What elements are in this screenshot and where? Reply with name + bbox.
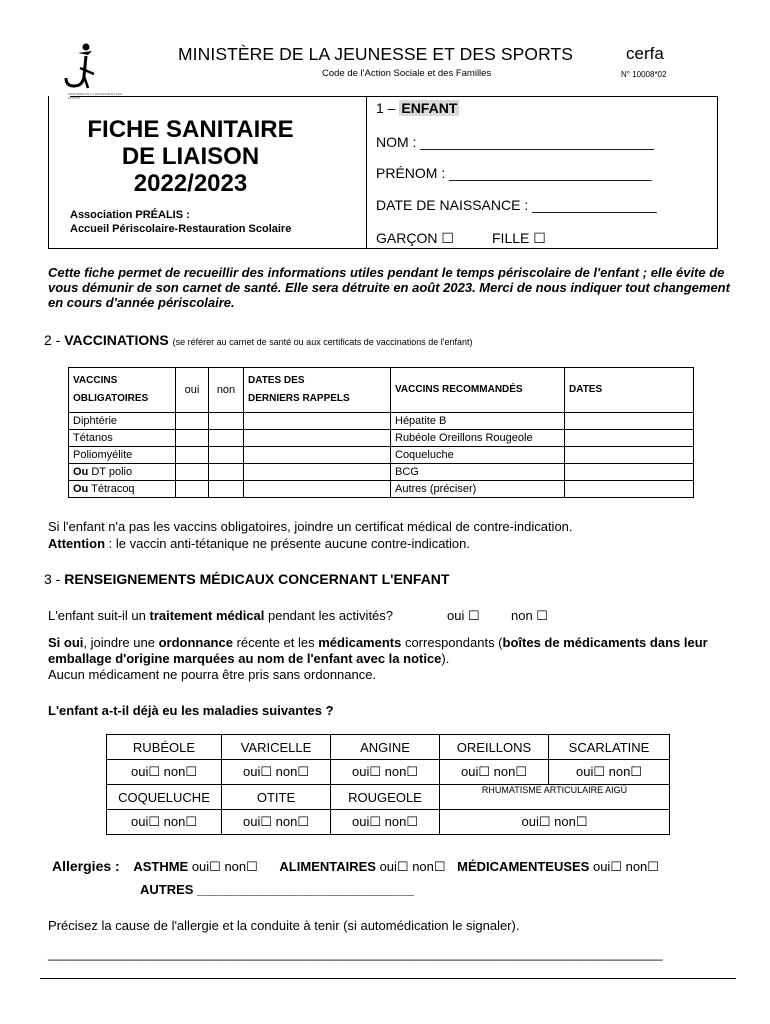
obligatoire-cell: Diphtérie (69, 413, 176, 430)
date-cell[interactable] (244, 481, 391, 498)
recommande-cell: Hépatite B (391, 413, 565, 430)
non-cell[interactable] (209, 481, 244, 498)
recommande-cell: Rubéole Oreillons Rougeole (391, 430, 565, 447)
header-dates-rappels: DATES DES DERNIERS RAPPELS (244, 368, 391, 413)
logo-caption: MINISTERE DE LA JEUNESSE ET DES SPORTS (68, 92, 122, 100)
alimentaires-label: ALIMENTAIRES (279, 859, 376, 874)
maladies-title: L'enfant a-t-il déjà eu les maladies suivantes ? (48, 703, 334, 718)
traitement-oui-checkbox[interactable]: oui ☐ (447, 608, 480, 623)
medicamenteuses-ouinon[interactable]: oui☐ non☐ (589, 859, 659, 874)
traitement-non-checkbox[interactable]: non ☐ (511, 608, 548, 623)
association (70, 208, 291, 236)
medical-section-title (44, 571, 449, 587)
ordonnance-paragraph: Si oui, joindre une ordonnance récente et les médicaments correspondants (boîtes de médicaments dans leur emballage d'origine marquées au nom de l'enfant avec la notice). (48, 635, 708, 666)
ministry-title: MINISTÈRE DE LA JEUNESSE ET DES SPORTS (178, 44, 574, 64)
naissance-field[interactable]: DATE DE NAISSANCE : ________________ (376, 197, 657, 213)
fiche-title-year: 2022/2023 (133, 170, 248, 197)
date-cell[interactable] (244, 464, 391, 481)
table-row (107, 785, 670, 810)
maladie-rougeole: ROUGEOLE (331, 785, 440, 810)
maladie-angine: ANGINE (331, 735, 440, 760)
vaccinations-section-title (44, 332, 473, 348)
obligatoire-cell: Ou DT polio (69, 464, 176, 481)
oui-cell[interactable] (176, 447, 209, 464)
oreillons-ouinon[interactable]: oui☐ non☐ (440, 760, 549, 785)
medicamenteuses-label: MÉDICAMENTEUSES (457, 859, 590, 874)
vacc-note: (se référer au carnet de santé ou aux certificats de vaccinations de l'enfant) (172, 337, 473, 347)
oui-cell[interactable] (176, 430, 209, 447)
maladie-rubeole: RUBÉOLE (107, 735, 222, 760)
vaccinations-table (68, 367, 694, 498)
table-row (69, 464, 694, 481)
date-cell[interactable] (244, 447, 391, 464)
asthme-ouinon[interactable]: oui☐ non☐ (188, 859, 258, 874)
header-recommandes: VACCINS RECOMMANDÉS (391, 368, 565, 413)
header-non: non (209, 368, 244, 413)
maladie-coqueluche: COQUELUCHE (107, 785, 222, 810)
non-cell[interactable] (209, 447, 244, 464)
fiche-title (48, 116, 333, 197)
recommande-cell: Coqueluche (391, 447, 565, 464)
recommande-cell: Autres (préciser) (391, 481, 565, 498)
fiche-title-line2: DE LIAISON (121, 143, 260, 170)
angine-ouinon[interactable]: oui☐ non☐ (331, 760, 440, 785)
non-cell[interactable] (209, 464, 244, 481)
maladie-varicelle: VARICELLE (222, 735, 331, 760)
date-cell[interactable] (244, 413, 391, 430)
fiche-title-line1: FICHE SANITAIRE (87, 116, 294, 143)
enfant-section-title (376, 100, 459, 116)
rhumatisme-ouinon[interactable]: oui☐ non☐ (440, 810, 670, 835)
vaccin-note-2: Attention : le vaccin anti-tétanique ne présente aucune contre-indication. (48, 536, 470, 551)
rougeole-ouinon[interactable]: oui☐ non☐ (331, 810, 440, 835)
oui-cell[interactable] (176, 464, 209, 481)
date-recommande-cell[interactable] (565, 413, 694, 430)
enfant-label: ENFANT (401, 100, 458, 116)
maladie-scarlatine: SCARLATINE (549, 735, 670, 760)
header-oui: oui (176, 368, 209, 413)
obligatoire-cell: Tétanos (69, 430, 176, 447)
garcon-checkbox[interactable]: GARÇON ☐ (376, 230, 454, 246)
vaccin-note-1: Si l'enfant n'a pas les vaccins obligatoires, joindre un certificat médical de contre-indication. (48, 519, 573, 534)
vacc-num: 2 - (44, 332, 65, 348)
coqueluche-ouinon[interactable]: oui☐ non☐ (107, 810, 222, 835)
fille-checkbox[interactable]: FILLE ☐ (492, 230, 546, 246)
table-row (69, 413, 694, 430)
rubeole-ouinon[interactable]: oui☐ non☐ (107, 760, 222, 785)
date-recommande-cell[interactable] (565, 430, 694, 447)
maladie-otite: OTITE (222, 785, 331, 810)
prenom-field[interactable]: PRÉNOM : __________________________ (376, 165, 652, 181)
enfant-num: 1 – (376, 100, 400, 116)
medical-num: 3 - (44, 571, 65, 587)
ministry-logo-icon (58, 42, 98, 92)
allergie-answer-line[interactable]: _____________________________________________________________________________________ (48, 946, 663, 961)
scarlatine-ouinon[interactable]: oui☐ non☐ (549, 760, 670, 785)
ordonnance-warning: Aucun médicament ne pourra être pris sans ordonnance. (48, 667, 377, 682)
date-recommande-cell[interactable] (565, 481, 694, 498)
otite-ouinon[interactable]: oui☐ non☐ (222, 810, 331, 835)
table-row (69, 447, 694, 464)
obligatoire-cell: Poliomyélite (69, 447, 176, 464)
header-vaccins: VACCINS OBLIGATOIRES (69, 368, 176, 413)
intro-text: Cette fiche permet de recueillir des informations utiles pendant le temps périscolaire de l'enfant ; elle évite de vous démunir de son carnet de santé. Elle sera détruite en août 2023. Merci de nous indiquer tout changement en cours d'année périscolaire. (48, 265, 730, 310)
cerfa-number: N° 10008*02 (621, 70, 667, 79)
table-header-row (69, 368, 694, 413)
asthme-label: ASTHME (133, 859, 189, 874)
autres-field[interactable]: AUTRES ______________________________ (140, 882, 414, 897)
varicelle-ouinon[interactable]: oui☐ non☐ (222, 760, 331, 785)
non-cell[interactable] (209, 430, 244, 447)
maladie-rhumatisme: RHUMATISME ARTICULAIRE AIGÜ (440, 785, 670, 810)
date-cell[interactable] (244, 430, 391, 447)
date-recommande-cell[interactable] (565, 447, 694, 464)
vacc-title: VACCINATIONS (64, 332, 169, 348)
medical-title: RENSEIGNEMENTS MÉDICAUX CONCERNANT L'ENFANT (64, 571, 450, 587)
alimentaires-ouinon[interactable]: oui☐ non☐ (375, 859, 446, 874)
obligatoire-cell: Ou Tétracoq (69, 481, 176, 498)
precisez-text: Précisez la cause de l'allergie et la conduite à tenir (si automédication le signaler). (48, 918, 520, 933)
table-row (69, 481, 694, 498)
code-label: Code de l'Action Sociale et des Familles (322, 68, 492, 79)
maladie-oreillons: OREILLONS (440, 735, 549, 760)
non-cell[interactable] (209, 413, 244, 430)
table-row (107, 810, 670, 835)
bottom-rule (40, 978, 736, 979)
maladies-table (106, 734, 670, 835)
nom-field[interactable]: NOM : ______________________________ (376, 134, 654, 150)
table-row (107, 760, 670, 785)
allergies-row (52, 858, 659, 875)
association-service: Accueil Périscolaire-Restauration Scolaire (70, 223, 292, 235)
traitement-question: L'enfant suit-il un traitement médical pendant les activités? (48, 608, 394, 623)
table-row (69, 430, 694, 447)
recommande-cell: BCG (391, 464, 565, 481)
oui-cell[interactable] (176, 413, 209, 430)
allergies-label: Allergies : (52, 858, 120, 874)
oui-cell[interactable] (176, 481, 209, 498)
association-name: Association PRÉALIS : (70, 209, 190, 221)
table-row (107, 735, 670, 760)
header-dates: DATES (565, 368, 694, 413)
date-recommande-cell[interactable] (565, 464, 694, 481)
cerfa-label: cerfa (626, 44, 664, 63)
